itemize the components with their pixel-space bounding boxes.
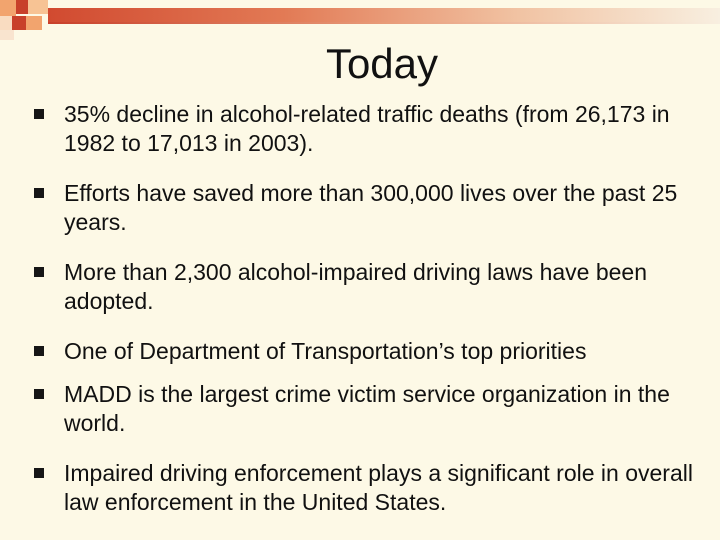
bullet-list [34, 100, 694, 517]
square-bullet-icon [34, 346, 44, 356]
header-divider [48, 22, 720, 24]
bullet-item [34, 100, 694, 158]
bullet-item [34, 380, 694, 438]
corner-decoration [12, 16, 26, 30]
square-bullet-icon [34, 389, 44, 399]
bullet-text: Efforts have saved more than 300,000 lives over the past 25 years. [64, 180, 678, 235]
square-bullet-icon [34, 267, 44, 277]
corner-decoration [0, 16, 12, 30]
bullet-item [34, 337, 694, 366]
bullet-item [34, 258, 694, 316]
bullet-item [34, 459, 694, 517]
bullet-item [34, 179, 694, 237]
square-bullet-icon [34, 109, 44, 119]
square-bullet-icon [34, 468, 44, 478]
slide-title: Today [325, 40, 439, 87]
bullet-text: 35% decline in alcohol-related traffic deaths (from 26,173 in 1982 to 17,013 in 2003). [64, 101, 670, 156]
square-bullet-icon [34, 188, 44, 198]
corner-decoration [26, 16, 42, 30]
bullet-text: More than 2,300 alcohol-impaired driving laws have been adopted. [64, 259, 648, 314]
corner-decoration [28, 0, 48, 14]
bullet-text: Impaired driving enforcement plays a significant role in overall law enforcement in the United States. [64, 460, 693, 515]
bullet-text: MADD is the largest crime victim service organization in the world. [64, 381, 670, 436]
corner-decoration [16, 0, 28, 14]
header-gradient-bar [48, 8, 720, 22]
bullet-text: One of Department of Transportation’s top priorities [64, 338, 587, 364]
corner-decoration [0, 0, 16, 16]
